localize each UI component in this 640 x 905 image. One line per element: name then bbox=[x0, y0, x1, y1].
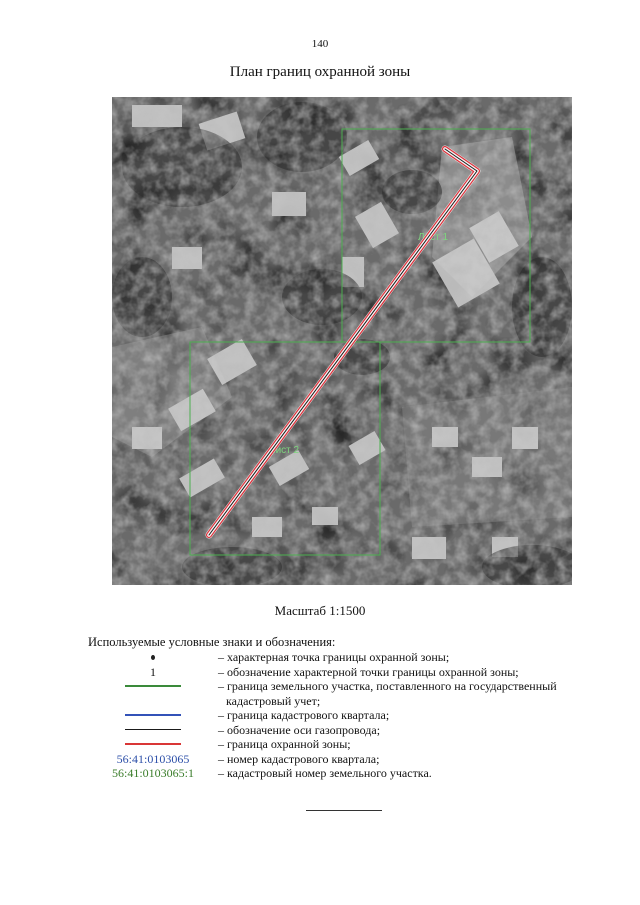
page-number: 140 bbox=[311, 38, 329, 50]
end-rule bbox=[306, 810, 382, 811]
legend-desc: – характерная точка границы охранной зоны; bbox=[218, 650, 450, 664]
legend-desc-line: кадастровый учет; bbox=[226, 693, 321, 708]
page-title: План границ охранной зоны bbox=[229, 64, 411, 80]
dot-icon bbox=[151, 655, 155, 660]
legend-row bbox=[88, 766, 608, 781]
red-line-icon bbox=[125, 743, 181, 745]
legend-desc: – граница охранной зоны; bbox=[218, 737, 351, 751]
legend-desc: – номер кадастрового квартала; bbox=[218, 751, 380, 766]
legend-symbol-text: 1 bbox=[150, 664, 156, 679]
sheet-2-label: Лист 2 bbox=[269, 445, 300, 456]
legend-desc: – граница кадастрового квартала; bbox=[218, 708, 390, 722]
legend-desc: – кадастровый номер земельного участка. bbox=[218, 766, 432, 780]
map-scale: Масштаб 1:1500 bbox=[274, 603, 366, 618]
legend-desc: – обозначение оси газопровода; bbox=[218, 722, 381, 737]
sheet-1-label: Лист 1 bbox=[418, 232, 449, 243]
legend-row bbox=[88, 737, 608, 752]
blue-line-icon bbox=[125, 714, 181, 716]
black-line-icon bbox=[125, 729, 181, 730]
map-canvas bbox=[112, 97, 572, 585]
aerial-map bbox=[112, 97, 572, 585]
legend-row bbox=[88, 665, 608, 680]
legend-row bbox=[88, 708, 608, 723]
legend-row bbox=[88, 650, 608, 665]
legend-desc: – обозначение характерной точки границы охранной зоны; bbox=[218, 664, 519, 679]
legend-title: Используемые условные знаки и обозначения: bbox=[88, 635, 336, 649]
legend-row bbox=[88, 723, 608, 738]
cadastral-parcel-number: 56:41:0103065:1 bbox=[111, 766, 194, 780]
legend-row bbox=[88, 679, 608, 708]
legend bbox=[88, 650, 608, 781]
legend-desc bbox=[218, 679, 608, 708]
green-line-icon bbox=[125, 685, 181, 687]
cadastral-quarter-number: 56:41:0103065 bbox=[116, 751, 190, 766]
legend-desc-line: – граница земельного участка, поставленного на государственный bbox=[218, 679, 557, 693]
legend-row bbox=[88, 752, 608, 767]
